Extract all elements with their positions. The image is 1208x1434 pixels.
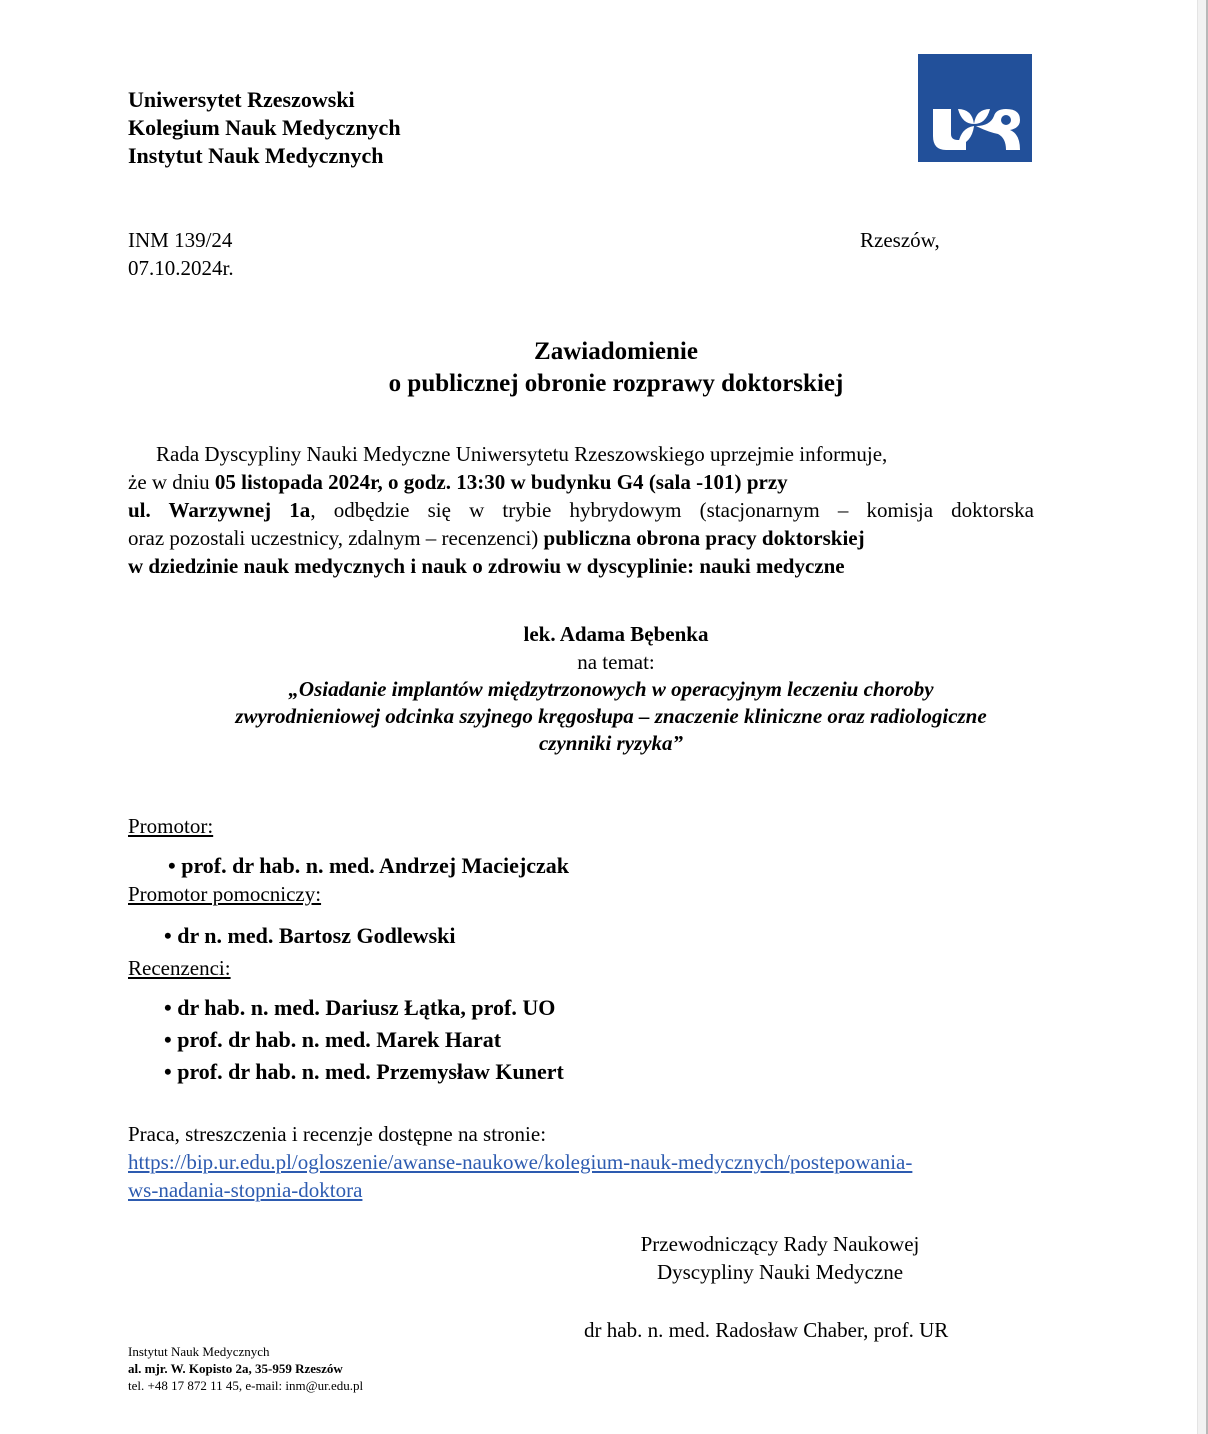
footer-contact: tel. +48 17 872 11 45, e-mail: inm@ur.edu.pl bbox=[128, 1378, 364, 1393]
footer-institute: Instytut Nauk Medycznych bbox=[128, 1344, 270, 1359]
date-time-location: 05 listopada 2024r, o godz. 13:30 w budynku G4 bbox=[214, 470, 644, 494]
footer bbox=[128, 1343, 363, 1394]
dissertation-topic bbox=[0, 676, 1208, 757]
text: oraz pozostali uczestnicy, zdalnym – recenzenci) bbox=[128, 526, 544, 550]
bullet-icon: • bbox=[164, 1027, 172, 1052]
candidate-block bbox=[0, 620, 1208, 676]
promotor-label: Promotor: bbox=[128, 814, 214, 838]
bip-link-line-1[interactable]: https://bip.ur.edu.pl/ogloszenie/awanse-naukowe/kolegium-nauk-medycznych/postepowania- bbox=[128, 1150, 913, 1174]
signature-role-line-1: Przewodniczący Rady Naukowej bbox=[640, 1232, 920, 1256]
ur-logo-icon bbox=[918, 54, 1032, 162]
reviewer-item bbox=[164, 1024, 564, 1056]
availability-text: Praca, streszczenia i recenzje dostępne na stronie: bbox=[128, 1122, 547, 1146]
bip-link-line-2[interactable]: ws-nadania-stopnia-doktora bbox=[128, 1178, 363, 1202]
street-address: ul. Warzywnej 1a bbox=[128, 498, 311, 522]
defense-type: publiczna obrona pracy doktorskiej bbox=[543, 526, 865, 550]
reference-block bbox=[128, 226, 234, 282]
title-line-1: Zawiadomienie bbox=[534, 338, 698, 365]
promotor-item bbox=[168, 850, 569, 882]
institution-header bbox=[128, 86, 401, 170]
assistant-promotor-name: dr n. med. Bartosz Godlewski bbox=[177, 923, 456, 948]
text: , odbędzie się w trybie hybrydowym (stacjonarnym – komisja doktorska bbox=[310, 498, 1034, 522]
body-line-4 bbox=[128, 524, 1038, 552]
title-line-2: o publicznej obronie rozprawy doktorskiej bbox=[388, 370, 844, 397]
reviewer-name: prof. dr hab. n. med. Marek Harat bbox=[177, 1027, 502, 1052]
body-line-5 bbox=[128, 552, 1038, 580]
bip-link[interactable] bbox=[128, 1148, 912, 1204]
assistant-promotor-item bbox=[164, 920, 455, 952]
discipline: w dziedzinie nauk medycznych i nauk o zdrowiu w dyscyplinie: nauki medyczne bbox=[128, 554, 845, 578]
place: Rzeszów, bbox=[860, 228, 940, 252]
announcement-body bbox=[128, 440, 1038, 580]
assistant-promotor-label: Promotor pomocniczy: bbox=[128, 882, 322, 906]
university-name: Uniwersytet Rzeszowski bbox=[128, 87, 355, 112]
bullet-icon: • bbox=[164, 923, 172, 948]
reviewers-label: Recenzenci: bbox=[128, 956, 231, 980]
bullet-icon: • bbox=[164, 995, 172, 1020]
reviewer-name: prof. dr hab. n. med. Przemysław Kunert bbox=[177, 1059, 564, 1084]
bullet-icon: • bbox=[164, 1059, 172, 1084]
body-line-1: Rada Dyscypliny Nauki Medyczne Uniwersytetu Rzeszowskiego uprzejmie informuje, bbox=[156, 442, 888, 466]
college-name: Kolegium Nauk Medycznych bbox=[128, 115, 401, 140]
reviewers-list bbox=[164, 992, 564, 1088]
topic-line-3: czynniki ryzyka” bbox=[538, 731, 684, 755]
topic-line-2: zwyrodnieniowej odcinka szyjnego kręgosłupa – znaczenie kliniczne oraz radiologiczne bbox=[235, 704, 987, 728]
reviewer-name: dr hab. n. med. Dariusz Łątka, prof. UO bbox=[177, 995, 556, 1020]
bullet-icon: • bbox=[168, 853, 176, 878]
topic-line-1: „Osiadanie implantów międzytrzonowych w operacyjnym leczeniu choroby bbox=[288, 677, 934, 701]
reference-number: INM 139/24 bbox=[128, 228, 233, 252]
institute-name: Instytut Nauk Medycznych bbox=[128, 143, 384, 168]
candidate-name: lek. Adama Bębenka bbox=[523, 622, 709, 646]
body-line-3 bbox=[128, 496, 1034, 524]
promotor-name: prof. dr hab. n. med. Andrzej Maciejczak bbox=[181, 853, 570, 878]
text-bold: przy bbox=[746, 470, 788, 494]
reviewer-item bbox=[164, 992, 564, 1024]
reviewer-item bbox=[164, 1056, 564, 1088]
document-title bbox=[0, 336, 1208, 400]
signature-block bbox=[560, 1230, 1000, 1286]
signature-role-line-2: Dyscypliny Nauki Medyczne bbox=[656, 1260, 904, 1284]
text: że w dniu bbox=[128, 470, 215, 494]
signer-name: dr hab. n. med. Radosław Chaber, prof. UR bbox=[584, 1318, 949, 1342]
topic-label: na temat: bbox=[577, 650, 655, 674]
footer-address: al. mjr. W. Kopisto 2a, 35-959 Rzeszów bbox=[128, 1361, 343, 1376]
room: (sala -101) bbox=[643, 470, 747, 494]
body-line-2 bbox=[128, 468, 1038, 496]
document-date: 07.10.2024r. bbox=[128, 256, 234, 280]
availability-block bbox=[128, 1120, 912, 1204]
